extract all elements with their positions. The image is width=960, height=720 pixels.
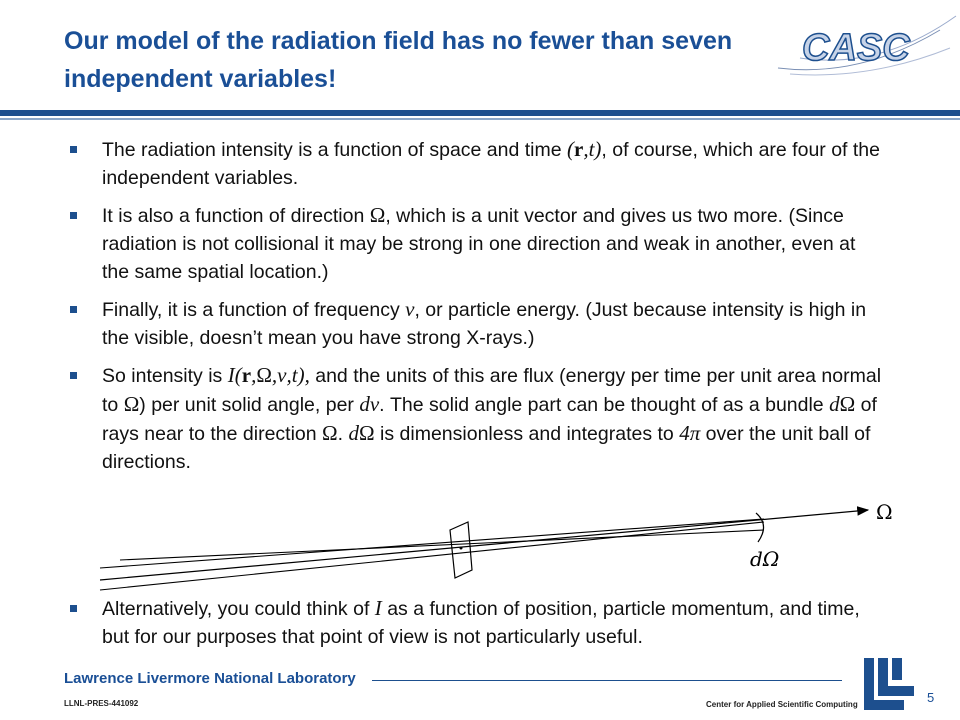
bullet-square-icon <box>70 605 77 612</box>
solid-angle-arc <box>756 513 764 542</box>
footer-lab-name: Lawrence Livermore National Laboratory <box>64 670 356 687</box>
bullet-3: Finally, it is a function of frequency ν, or particle energy. (Just because intensity is high in the visible, doesn’t mean you have strong X-rays.) <box>64 295 884 352</box>
title-line-1: Our model of the radiation field has no fewer than seven <box>64 27 733 55</box>
bullet-2: It is also a function of direction Ω, which is a unit vector and gives us two more. (Since radiation is not collisional it may be strong in one direction and weak in another, even at the same spatial location.) <box>64 201 884 286</box>
llnl-logo <box>862 656 918 714</box>
title-line-2: independent variables! <box>64 65 337 93</box>
page-number: 5 <box>927 690 935 705</box>
logo-text: CASC <box>802 27 910 69</box>
bullet-1: The radiation intensity is a function of space and time (r,t), of course, which are four of the independent variables. <box>64 135 884 192</box>
footer-center-name: Center for Applied Scientific Computing <box>706 700 858 709</box>
footer-rule <box>372 680 842 681</box>
bullet-4: So intensity is I(r,Ω,ν,t), and the units of this are flux (energy per time per unit area normal to Ω) per unit solid angle, per dν. The solid angle part can be thought of as a bundle dΩ of rays near to the direction Ω. dΩ is dimensionless and integrates to 4π over the unit ball of directions. <box>64 361 884 476</box>
footer-document-id: LLNL-PRES-441092 <box>64 699 139 708</box>
d-omega-label: dΩ <box>750 547 780 571</box>
bullet-5: Alternatively, you could think of I as a function of position, particle momentum, and time, but for our purposes that point of view is not particularly useful. <box>64 594 884 660</box>
ray-upper <box>100 519 764 568</box>
area-center-dot <box>460 547 463 550</box>
omega-label: Ω <box>876 500 893 524</box>
area-element <box>450 522 472 578</box>
